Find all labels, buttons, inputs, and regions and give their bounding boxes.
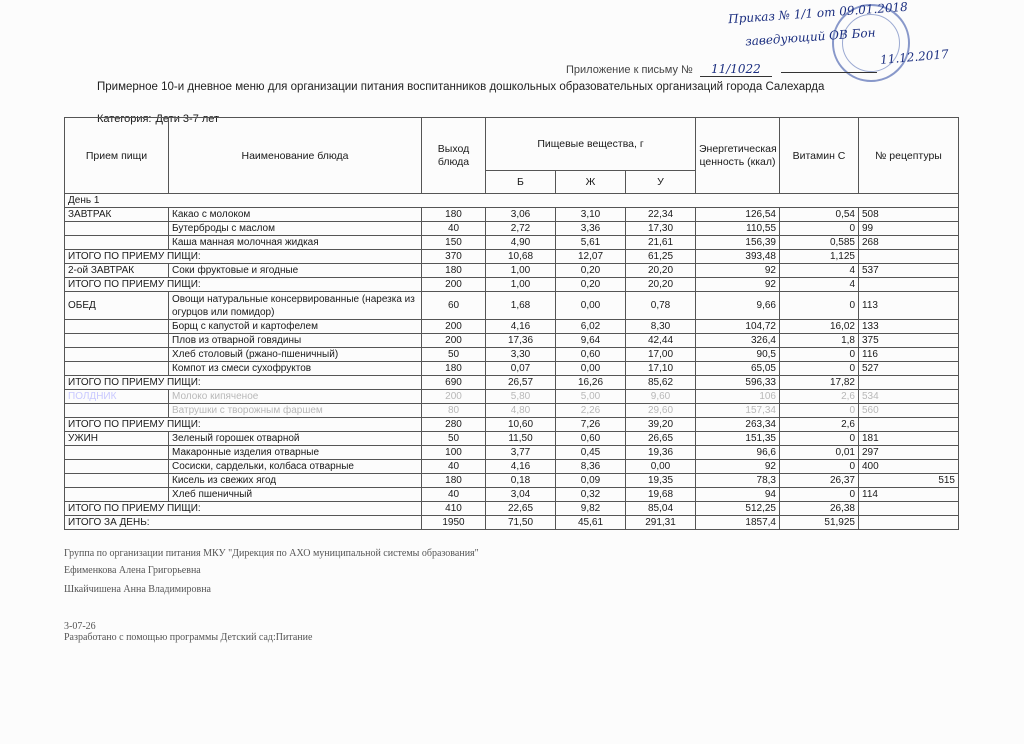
yield-cell: 80 <box>422 404 486 418</box>
energy-cell: 326,4 <box>696 334 780 348</box>
fat-cell: 2,26 <box>556 404 626 418</box>
yield-cell: 60 <box>422 292 486 320</box>
carbs-cell: 85,62 <box>626 376 696 390</box>
yield-cell: 150 <box>422 236 486 250</box>
energy-cell: 157,34 <box>696 404 780 418</box>
meal-cell: ПОЛДНИК <box>65 390 169 404</box>
carbs-cell: 39,20 <box>626 418 696 432</box>
dish-cell: Хлеб пшеничный <box>169 488 422 502</box>
meal-cell: ОБЕД <box>65 292 169 320</box>
carbs-cell: 0,00 <box>626 460 696 474</box>
fat-cell: 3,10 <box>556 208 626 222</box>
dish-cell: Овощи натуральные консервированные (нарезка из огурцов или помидор) <box>169 292 422 320</box>
meal-cell <box>65 222 169 236</box>
energy-cell: 92 <box>696 460 780 474</box>
recipe-cell: 534 <box>859 390 959 404</box>
total-label: ИТОГО ПО ПРИЕМУ ПИЩИ: <box>65 418 422 432</box>
total-row <box>65 418 959 432</box>
yield-cell: 200 <box>422 320 486 334</box>
recipe-cell <box>859 250 959 264</box>
energy-cell: 393,48 <box>696 250 780 264</box>
footer-org: Группа по организации питания МКУ "Дирекция по АХО муниципальной системы образования" <box>64 548 479 559</box>
yield-cell: 40 <box>422 488 486 502</box>
yield-cell: 200 <box>422 278 486 292</box>
protein-cell: 1,68 <box>486 292 556 320</box>
energy-cell: 110,55 <box>696 222 780 236</box>
yield-cell: 200 <box>422 390 486 404</box>
yield-cell: 370 <box>422 250 486 264</box>
protein-cell: 71,50 <box>486 516 556 530</box>
total-label: ИТОГО ПО ПРИЕМУ ПИЩИ: <box>65 376 422 390</box>
fat-cell: 12,07 <box>556 250 626 264</box>
vitamin-cell: 51,925 <box>780 516 859 530</box>
dish-cell: Плов из отварной говядины <box>169 334 422 348</box>
dish-cell: Каша манная молочная жидкая <box>169 236 422 250</box>
fat-cell: 9,82 <box>556 502 626 516</box>
meal-cell <box>65 474 169 488</box>
yield-cell: 690 <box>422 376 486 390</box>
carbs-cell: 21,61 <box>626 236 696 250</box>
protein-cell: 4,90 <box>486 236 556 250</box>
carbs-cell: 20,20 <box>626 264 696 278</box>
yield-cell: 100 <box>422 446 486 460</box>
protein-cell: 22,65 <box>486 502 556 516</box>
vitamin-cell: 0,01 <box>780 446 859 460</box>
protein-cell: 10,68 <box>486 250 556 264</box>
energy-cell: 78,3 <box>696 474 780 488</box>
carbs-cell: 29,60 <box>626 404 696 418</box>
meal-cell <box>65 236 169 250</box>
fat-cell: 0,20 <box>556 278 626 292</box>
table-row <box>65 362 959 376</box>
protein-cell: 3,04 <box>486 488 556 502</box>
vitamin-cell: 1,8 <box>780 334 859 348</box>
col-header-vitamin: Витамин С <box>780 118 859 194</box>
fat-cell: 3,36 <box>556 222 626 236</box>
vitamin-cell: 2,6 <box>780 390 859 404</box>
col-header-recipe: № рецептуры <box>859 118 959 194</box>
meal-cell <box>65 460 169 474</box>
protein-cell: 11,50 <box>486 432 556 446</box>
col-header-dish: Наименование блюда <box>169 118 422 194</box>
fat-cell: 8,36 <box>556 460 626 474</box>
recipe-cell: 560 <box>859 404 959 418</box>
total-label: ИТОГО ПО ПРИЕМУ ПИЩИ: <box>65 250 422 264</box>
meal-cell: ЗАВТРАК <box>65 208 169 222</box>
dish-cell: Какао с молоком <box>169 208 422 222</box>
energy-cell: 1857,4 <box>696 516 780 530</box>
vitamin-cell: 0,585 <box>780 236 859 250</box>
table-row <box>65 236 959 250</box>
recipe-cell: 116 <box>859 348 959 362</box>
recipe-cell: 375 <box>859 334 959 348</box>
vitamin-cell: 0 <box>780 222 859 236</box>
carbs-cell: 291,31 <box>626 516 696 530</box>
footer-person-2: Шкайчишена Анна Владимировна <box>64 584 211 595</box>
dish-cell: Сосиски, сардельки, колбаса отварные <box>169 460 422 474</box>
yield-cell: 280 <box>422 418 486 432</box>
menu-table <box>64 117 959 530</box>
protein-cell: 3,77 <box>486 446 556 460</box>
col-header-nutrients: Пищевые вещества, г <box>486 118 696 171</box>
meal-cell <box>65 334 169 348</box>
vitamin-cell: 26,38 <box>780 502 859 516</box>
energy-cell: 596,33 <box>696 376 780 390</box>
energy-cell: 96,6 <box>696 446 780 460</box>
protein-cell: 1,00 <box>486 264 556 278</box>
yield-cell: 180 <box>422 474 486 488</box>
recipe-cell: 114 <box>859 488 959 502</box>
carbs-cell: 26,65 <box>626 432 696 446</box>
carbs-cell: 0,78 <box>626 292 696 320</box>
dish-cell: Кисель из свежих ягод <box>169 474 422 488</box>
handwritten-date: 11.12.2017 <box>879 47 950 67</box>
table-row <box>65 348 959 362</box>
energy-cell: 151,35 <box>696 432 780 446</box>
handwritten-signature: заведующий ОВ Бон <box>744 25 876 49</box>
fat-cell: 5,00 <box>556 390 626 404</box>
protein-cell: 0,18 <box>486 474 556 488</box>
handwritten-order-note: Приказ № 1/1 от 09.01.2018 <box>727 0 909 27</box>
recipe-cell: 113 <box>859 292 959 320</box>
recipe-cell: 527 <box>859 362 959 376</box>
vitamin-cell: 0,54 <box>780 208 859 222</box>
protein-cell: 3,30 <box>486 348 556 362</box>
fat-cell: 6,02 <box>556 320 626 334</box>
footer-software: Разработано с помощью программы Детский сад:Питание <box>64 632 313 643</box>
table-row <box>65 222 959 236</box>
carbs-cell: 9,60 <box>626 390 696 404</box>
table-row <box>65 390 959 404</box>
footer-person-1: Ефименкова Алена Григорьевна <box>64 565 201 576</box>
protein-cell: 0,07 <box>486 362 556 376</box>
vitamin-cell: 1,125 <box>780 250 859 264</box>
protein-cell: 4,80 <box>486 404 556 418</box>
dish-cell: Компот из смеси сухофруктов <box>169 362 422 376</box>
protein-cell: 4,16 <box>486 460 556 474</box>
carbs-cell: 17,10 <box>626 362 696 376</box>
fat-cell: 7,26 <box>556 418 626 432</box>
appendix-number: 11/1022 <box>700 62 772 77</box>
yield-cell: 180 <box>422 208 486 222</box>
energy-cell: 104,72 <box>696 320 780 334</box>
vitamin-cell: 0 <box>780 292 859 320</box>
energy-cell: 512,25 <box>696 502 780 516</box>
yield-cell: 180 <box>422 362 486 376</box>
carbs-cell: 42,44 <box>626 334 696 348</box>
table-row <box>65 460 959 474</box>
table-row <box>65 446 959 460</box>
protein-cell: 1,00 <box>486 278 556 292</box>
document-title: Примерное 10-и дневное меню для организации питания воспитанников дошкольных образовательных организаций города Салехарда <box>97 81 825 93</box>
table-row <box>65 320 959 334</box>
recipe-cell: 515 <box>859 474 959 488</box>
table-row <box>65 474 959 488</box>
table-row <box>65 334 959 348</box>
recipe-cell: 99 <box>859 222 959 236</box>
protein-cell: 3,06 <box>486 208 556 222</box>
recipe-cell <box>859 376 959 390</box>
table-row <box>65 432 959 446</box>
energy-cell: 90,5 <box>696 348 780 362</box>
recipe-cell <box>859 516 959 530</box>
col-header-carbs: У <box>626 171 696 194</box>
table-row <box>65 292 959 320</box>
vitamin-cell: 0 <box>780 362 859 376</box>
col-header-fat: Ж <box>556 171 626 194</box>
recipe-cell: 537 <box>859 264 959 278</box>
fat-cell: 0,20 <box>556 264 626 278</box>
total-label: ИТОГО ЗА ДЕНЬ: <box>65 516 422 530</box>
protein-cell: 17,36 <box>486 334 556 348</box>
dish-cell: Соки фруктовые и ягодные <box>169 264 422 278</box>
fat-cell: 0,45 <box>556 446 626 460</box>
day-row <box>65 194 959 208</box>
carbs-cell: 17,30 <box>626 222 696 236</box>
table-row <box>65 488 959 502</box>
category-value: Дети 3-7 лет <box>155 113 220 125</box>
meal-cell <box>65 348 169 362</box>
energy-cell: 92 <box>696 278 780 292</box>
total-row <box>65 278 959 292</box>
recipe-cell: 268 <box>859 236 959 250</box>
fat-cell: 0,32 <box>556 488 626 502</box>
category-label: Категория: <box>97 113 152 125</box>
total-row <box>65 516 959 530</box>
carbs-cell: 19,35 <box>626 474 696 488</box>
appendix-label: Приложение к письму № <box>566 64 693 76</box>
dish-cell: Борщ с капустой и картофелем <box>169 320 422 334</box>
footer-phone: 3-07-26 <box>64 621 96 632</box>
table-row <box>65 404 959 418</box>
recipe-cell: 400 <box>859 460 959 474</box>
vitamin-cell: 0 <box>780 488 859 502</box>
energy-cell: 263,34 <box>696 418 780 432</box>
meal-cell <box>65 362 169 376</box>
recipe-cell: 181 <box>859 432 959 446</box>
col-header-energy: Энергетическая ценность (ккал) <box>696 118 780 194</box>
yield-cell: 410 <box>422 502 486 516</box>
carbs-cell: 22,34 <box>626 208 696 222</box>
yield-cell: 1950 <box>422 516 486 530</box>
table-row <box>65 208 959 222</box>
meal-cell <box>65 320 169 334</box>
dish-cell: Макаронные изделия отварные <box>169 446 422 460</box>
energy-cell: 126,54 <box>696 208 780 222</box>
vitamin-cell: 0 <box>780 460 859 474</box>
yield-cell: 50 <box>422 432 486 446</box>
dish-cell: Молоко кипяченое <box>169 390 422 404</box>
protein-cell: 10,60 <box>486 418 556 432</box>
protein-cell: 26,57 <box>486 376 556 390</box>
col-header-protein: Б <box>486 171 556 194</box>
yield-cell: 50 <box>422 348 486 362</box>
energy-cell: 65,05 <box>696 362 780 376</box>
fat-cell: 0,60 <box>556 432 626 446</box>
energy-cell: 106 <box>696 390 780 404</box>
meal-cell: 2-ой ЗАВТРАК <box>65 264 169 278</box>
meal-cell <box>65 488 169 502</box>
total-label: ИТОГО ПО ПРИЕМУ ПИЩИ: <box>65 278 422 292</box>
protein-cell: 2,72 <box>486 222 556 236</box>
vitamin-cell: 16,02 <box>780 320 859 334</box>
fat-cell: 0,09 <box>556 474 626 488</box>
total-label: ИТОГО ПО ПРИЕМУ ПИЩИ: <box>65 502 422 516</box>
fat-cell: 16,26 <box>556 376 626 390</box>
meal-cell: УЖИН <box>65 432 169 446</box>
fat-cell: 45,61 <box>556 516 626 530</box>
recipe-cell: 133 <box>859 320 959 334</box>
dish-cell: Зеленый горошек отварной <box>169 432 422 446</box>
recipe-cell <box>859 502 959 516</box>
appendix-line <box>566 62 877 77</box>
dish-cell: Ватрушки с творожным фаршем <box>169 404 422 418</box>
vitamin-cell: 2,6 <box>780 418 859 432</box>
vitamin-cell: 4 <box>780 264 859 278</box>
dish-cell: Бутерброды с маслом <box>169 222 422 236</box>
total-row <box>65 502 959 516</box>
fat-cell: 0,00 <box>556 362 626 376</box>
protein-cell: 4,16 <box>486 320 556 334</box>
carbs-cell: 20,20 <box>626 278 696 292</box>
day-label: День 1 <box>65 194 959 208</box>
carbs-cell: 85,04 <box>626 502 696 516</box>
yield-cell: 200 <box>422 334 486 348</box>
vitamin-cell: 0 <box>780 348 859 362</box>
vitamin-cell: 17,82 <box>780 376 859 390</box>
appendix-blank <box>781 72 877 73</box>
col-header-meal: Прием пищи <box>65 118 169 194</box>
carbs-cell: 8,30 <box>626 320 696 334</box>
fat-cell: 9,64 <box>556 334 626 348</box>
yield-cell: 40 <box>422 222 486 236</box>
recipe-cell <box>859 278 959 292</box>
total-row <box>65 376 959 390</box>
total-row <box>65 250 959 264</box>
recipe-cell: 297 <box>859 446 959 460</box>
table-row <box>65 264 959 278</box>
carbs-cell: 17,00 <box>626 348 696 362</box>
vitamin-cell: 0 <box>780 432 859 446</box>
recipe-cell: 508 <box>859 208 959 222</box>
energy-cell: 9,66 <box>696 292 780 320</box>
yield-cell: 40 <box>422 460 486 474</box>
meal-cell <box>65 446 169 460</box>
energy-cell: 92 <box>696 264 780 278</box>
yield-cell: 180 <box>422 264 486 278</box>
energy-cell: 94 <box>696 488 780 502</box>
fat-cell: 0,60 <box>556 348 626 362</box>
vitamin-cell: 26,37 <box>780 474 859 488</box>
protein-cell: 5,80 <box>486 390 556 404</box>
recipe-cell <box>859 418 959 432</box>
carbs-cell: 19,36 <box>626 446 696 460</box>
energy-cell: 156,39 <box>696 236 780 250</box>
vitamin-cell: 4 <box>780 278 859 292</box>
dish-cell: Хлеб столовый (ржано-пшеничный) <box>169 348 422 362</box>
carbs-cell: 61,25 <box>626 250 696 264</box>
fat-cell: 5,61 <box>556 236 626 250</box>
col-header-yield: Выход блюда <box>422 118 486 194</box>
carbs-cell: 19,68 <box>626 488 696 502</box>
fat-cell: 0,00 <box>556 292 626 320</box>
meal-cell <box>65 404 169 418</box>
vitamin-cell: 0 <box>780 404 859 418</box>
